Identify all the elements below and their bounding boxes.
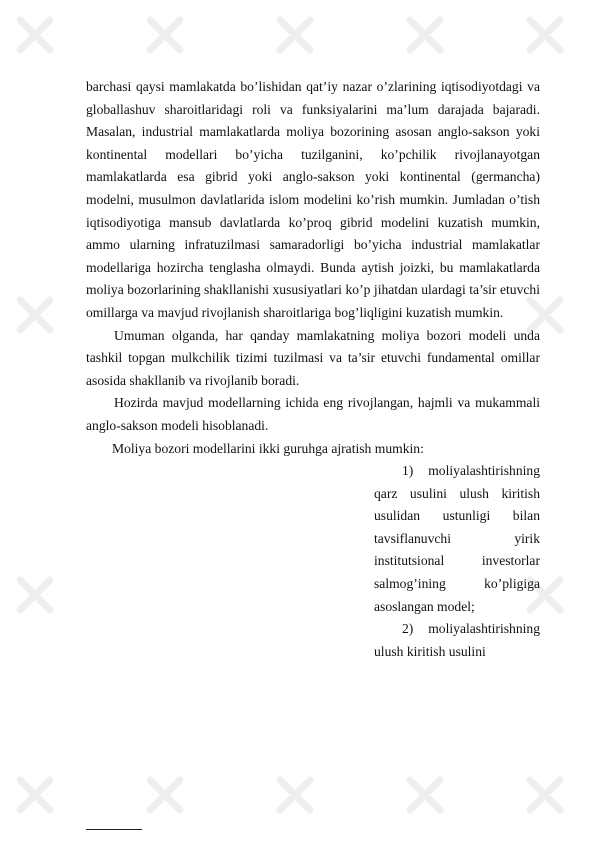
footnote-separator (86, 829, 142, 830)
paragraph-anglo-saxon-model: Hozirda mavjud modellarning ichida eng rivojlangan, hajmli va mukammali anglo-sakson modeli hisoblanadi. (86, 395, 540, 433)
document-body (86, 76, 540, 663)
paragraph-ownership-structure: Umuman olganda, har qanday mamlakatning moliya bozori modeli unda tashkil topgan mulkchilik tizimi tuzilmasi va ta’sir etuvchi fundamental omillar asosida shakllanib va rivojlanib boradi. (86, 327, 540, 388)
paragraph-models-overview: barchasi qaysi mamlakatda bo’lishidan qat’iy nazar o’zlarining iqtisodiyotdagi va globallashuv sharoitlaridagi roli va funksiyalarini ma’lum darajada bajaradi. Masalan, industrial mamlakatlarda moliya bozorining asosan anglo-sakson yoki kontinental modellari bo’yicha tuzilganini, ko’pchilik rivojlanayotgan mamlakatlarda esa gibrid yoki anglo-sakson yoki kontinental (germancha) modelni, musulmon davlatlarida islom modelini ko’rish mumkin. Jumladan o’tish iqtisodiyotiga mansub davlatlarda ko’proq gibrid modelini kuzatish mumkin, ammo ularning infratuzilmasi samaradorligi bo’yicha industrial mamlakatlar modellariga hozircha tenglasha olmaydi. Bunda aytish joizki, bu mamlakatlarda moliya bozorlarining shakllanishi xususiyatlari ko’p jihatdan ulardagi ta’sir etuvchi omillarga va mavjud rivojlanish sharoitlariga bog’liqligini kuzatish mumkin. (86, 79, 540, 320)
model-groups-list (374, 460, 540, 663)
list-item: 1) moliyalashtirishning qarz usulini ulush kiritish usulidan ustunligi bilan tavsiflanuvchi yirik institutsional investorlar salmog’ining ko’pligiga asoslangan model; (374, 463, 540, 614)
paragraph-two-groups: Moliya bozori modellarini ikki guruhga ajratish mumkin: (112, 440, 424, 456)
list-item: 2) moliyalashtirishning ulush kiritish usulini (374, 621, 540, 659)
